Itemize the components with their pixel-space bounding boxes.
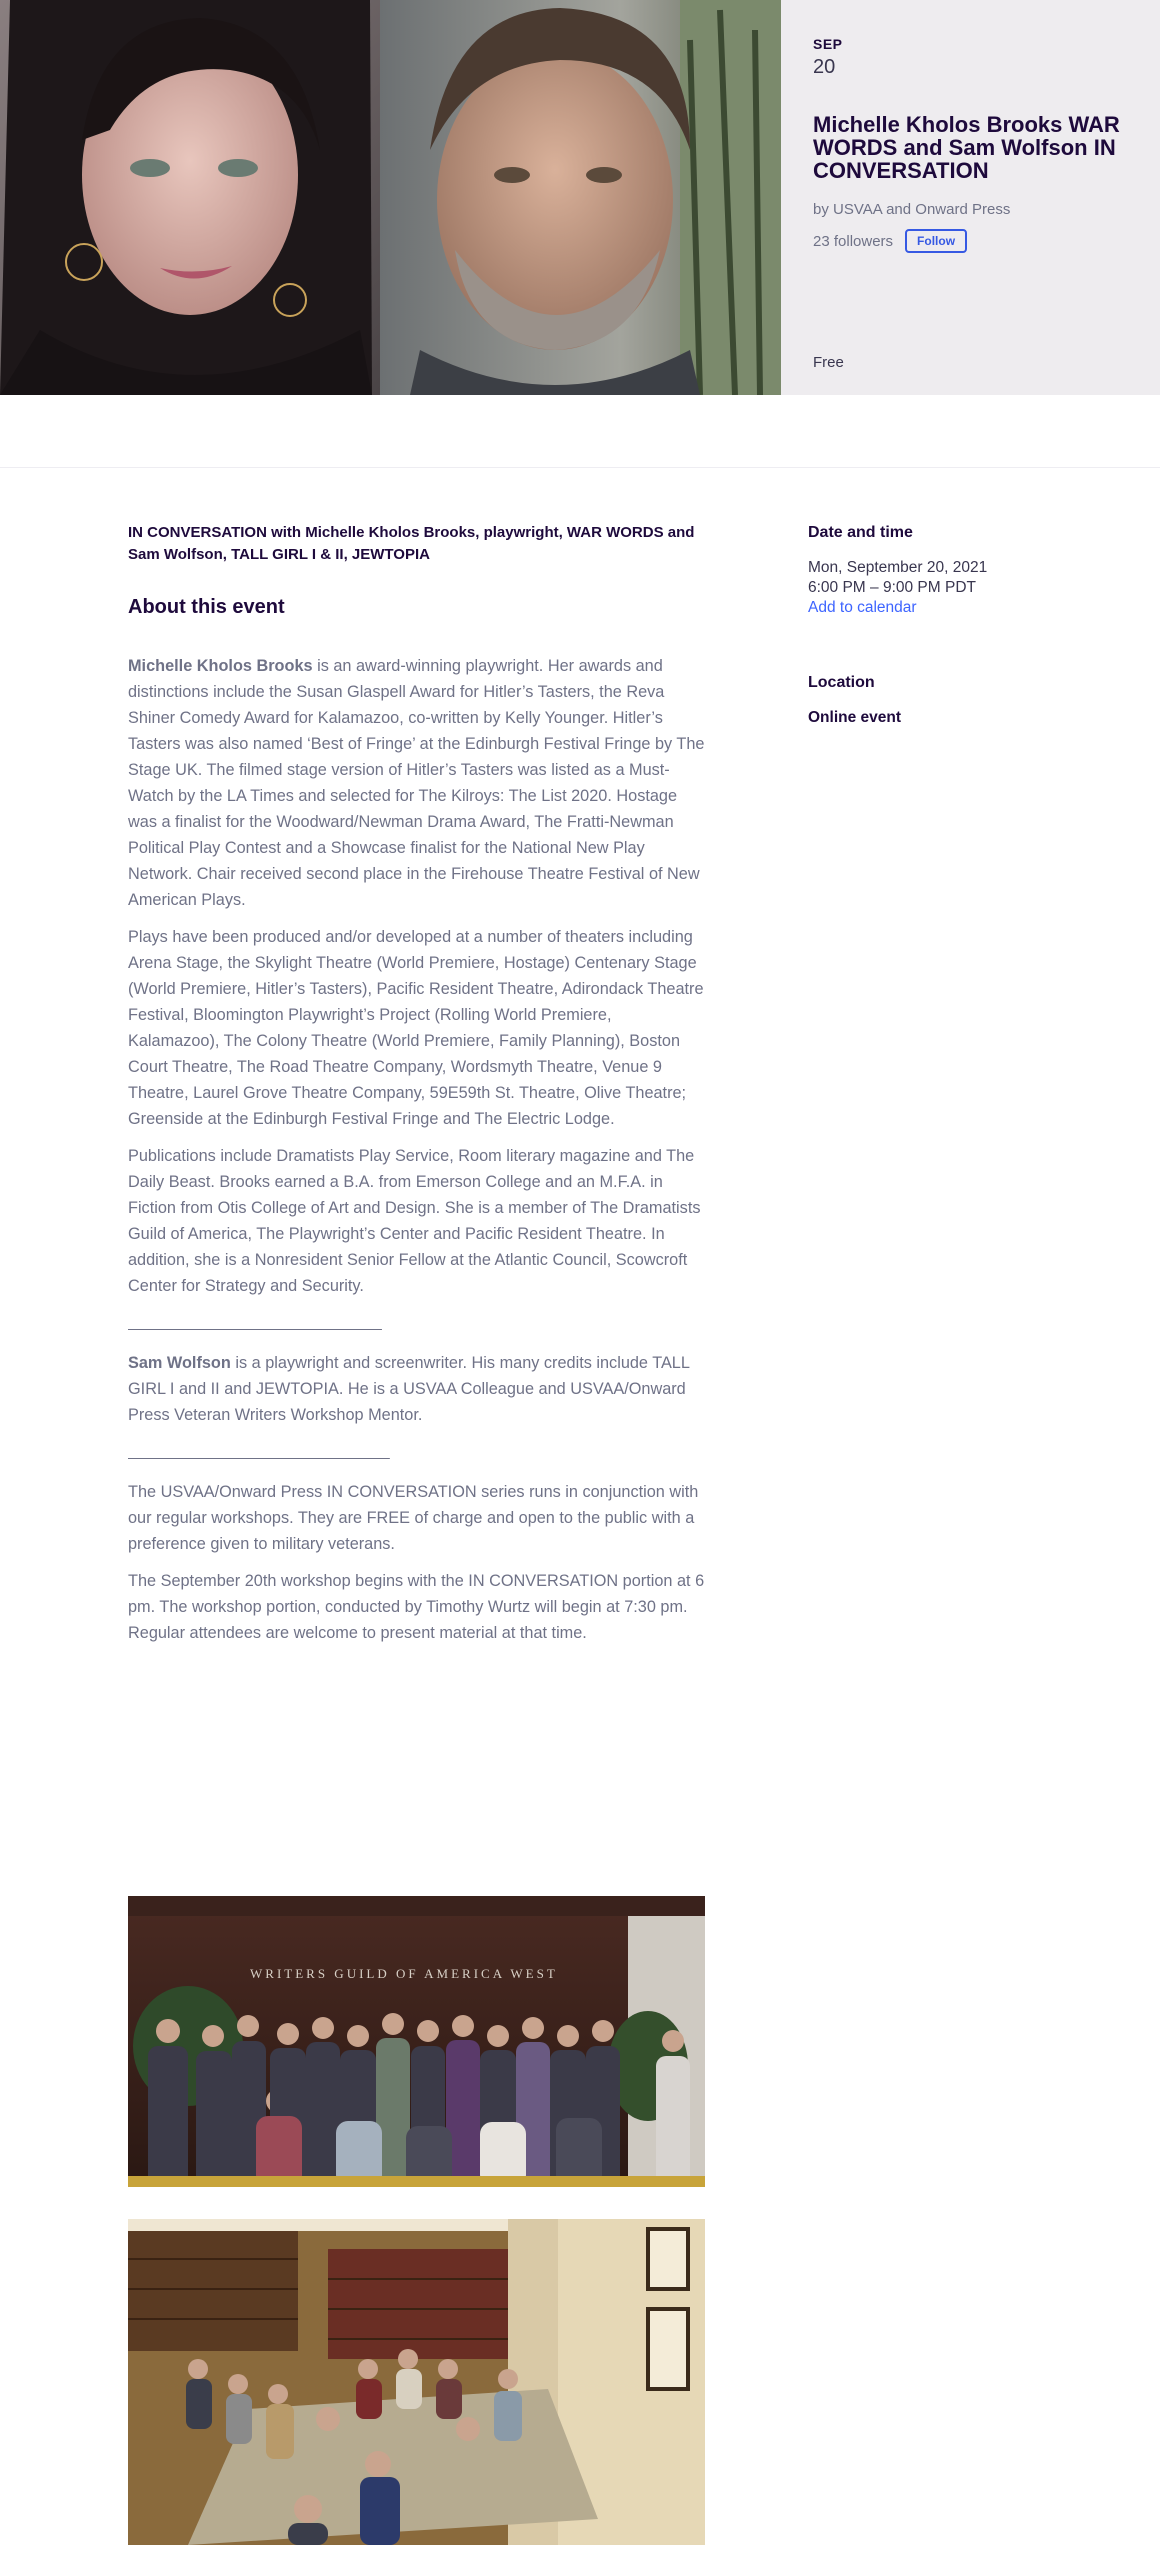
date-month: SEP xyxy=(813,36,843,52)
wall-sign-text: WRITERS GUILD OF AMERICA WEST xyxy=(250,1966,558,1981)
about-body xyxy=(128,653,705,1646)
hero-image xyxy=(0,0,781,395)
follow-button[interactable]: Follow xyxy=(905,229,967,253)
event-description xyxy=(128,522,705,1657)
event-info-panel xyxy=(781,0,1160,395)
ticket-price: Free xyxy=(813,354,844,371)
date-time-heading: Date and time xyxy=(808,524,913,541)
series-paragraph: The USVAA/Onward Press IN CONVERSATION series runs in conjunction with our regular workshops. They are FREE of charge and open to the public with a preference given to military veterans. xyxy=(128,1483,699,1553)
text-separator: ________________________________ xyxy=(128,1314,381,1331)
organizer-name: by USVAA and Onward Press xyxy=(813,201,1011,218)
date-time-section xyxy=(808,524,1108,618)
bio-wolfson-name: Sam Wolfson xyxy=(128,1354,231,1372)
bio-brooks-text: is an award-winning playwright. Her awards and distinctions include the Susan Glaspell Award for Hitler’s Tasters, the Reva Shiner Comedy Award for Kalamazoo, co-written by Kelly Younger. Hitler’s Tasters was also named ‘Best of Fringe’ at the Edinburgh Festival Fringe by The Stage UK. The filmed stage version of Hitler’s Tasters was listed as a Must-Watch by the LA Times and selected for The Kilroys: The List 2020. Hostage was a finalist for the Woodward/Newman Drama Award, The Fratti-Newman Political Play Contest and a Showcase finalist for the National New Play Network. Chair received second place in the Firehouse Theatre Festival of New American Plays. xyxy=(128,657,705,909)
bio-brooks-name: Michelle Kholos Brooks xyxy=(128,657,313,675)
location-value: Online event xyxy=(808,709,902,726)
about-heading: About this event xyxy=(128,596,285,618)
followers-row xyxy=(813,229,1128,253)
bio-wolfson-text: is a playwright and screenwriter. His many credits include TALL GIRL I and II and JEWTOPIA. He is a USVAA Colleague and USVAA/Onward Press Veteran Writers Workshop Mentor. xyxy=(128,1354,690,1424)
workshop-photo xyxy=(128,2219,705,2545)
bio-wolfson xyxy=(128,1350,705,1428)
location-section xyxy=(808,674,1108,728)
publications-paragraph: Publications include Dramatists Play Service, Room literary magazine and The Daily Beast. Brooks earned a B.A. from Emerson College and an M.F.A. in Fiction from Otis College of Art and Design. She is a member of The Dramatists Guild of America, The Playwright’s Center and Pacific Resident Theatre. In addition, she is a Nonresident Senior Fellow at the Atlantic Council, Scowcroft Center for Strategy and Security. xyxy=(128,1147,701,1295)
event-time: 6:00 PM – 9:00 PM PDT xyxy=(808,579,976,596)
bio-brooks xyxy=(128,653,705,913)
location-heading: Location xyxy=(808,674,875,691)
schedule-paragraph: The September 20th workshop begins with the IN CONVERSATION portion at 6 pm. The workshop portion, conducted by Timothy Wurtz will begin at 7:30 pm. Regular attendees are welcome to present material at that time. xyxy=(128,1572,705,1642)
followers-count: 23 followers xyxy=(813,232,894,250)
text-separator: _________________________________ xyxy=(128,1443,389,1460)
group-photo xyxy=(128,1896,705,2187)
section-divider xyxy=(0,467,1160,468)
event-date: Mon, September 20, 2021 xyxy=(808,559,988,576)
add-to-calendar-link[interactable]: Add to calendar xyxy=(808,599,917,616)
productions-paragraph: Plays have been produced and/or developed at a number of theaters including Arena Stage, the Skylight Theatre (World Premiere, Hostage) Centenary Stage (World Premiere, Hitler’s Tasters), Pacific Resident Theatre, Adirondack Theatre Festival, Bloomington Playwright’s Project (Rolling World Premiere, Kalamazoo), The Colony Theatre (World Premiere, Family Planning), Boston Court Theatre, The Road Theatre Company, Wordsmyth Theatre, Venue 9 Theatre, Laurel Grove Theatre Company, 59E59th St. Theatre, Olive Theatre; Greenside at the Edinburgh Festival Fringe and The Electric Lodge. xyxy=(128,928,704,1128)
event-title: Michelle Kholos Brooks WAR WORDS and Sam Wolfson IN CONVERSATION xyxy=(813,112,1120,183)
date-day: 20 xyxy=(813,56,836,78)
event-sidebar xyxy=(808,524,1108,728)
event-hero xyxy=(0,0,1160,395)
event-summary: IN CONVERSATION with Michelle Kholos Brooks, playwright, WAR WORDS and Sam Wolfson, TALL GIRL I & II, JEWTOPIA xyxy=(128,524,695,563)
